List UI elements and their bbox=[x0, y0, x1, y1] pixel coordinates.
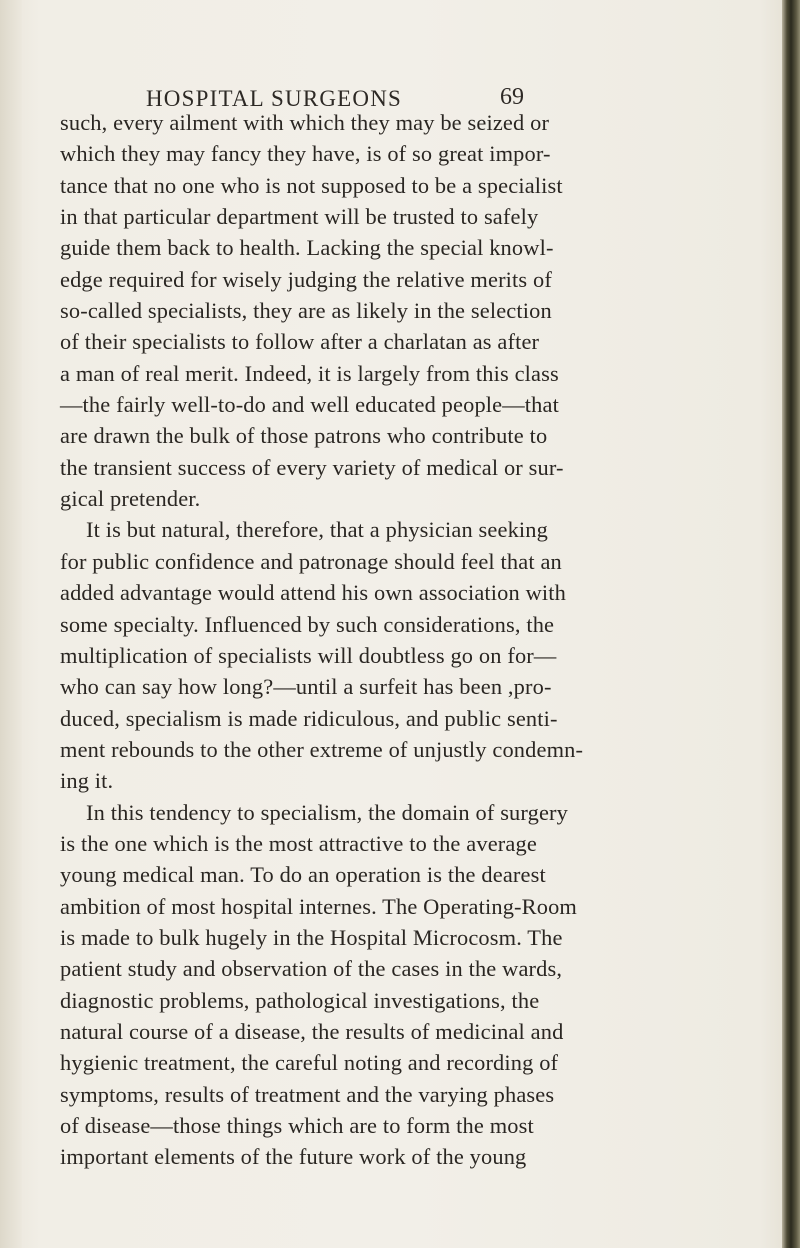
text-line: of disease—those things which are to form the most bbox=[60, 1113, 534, 1138]
text-line: in that particular department will be trusted to safely bbox=[60, 204, 539, 230]
text-line: some specialty. Influenced by such considerations, the bbox=[60, 611, 555, 637]
body-text bbox=[60, 107, 780, 1173]
text-line: It is but natural, therefore, that a physician seeking bbox=[86, 517, 548, 543]
text-line: natural course of a disease, the results of medicinal and bbox=[60, 1018, 564, 1044]
text-line: young medical man. To do an operation is the dearest bbox=[60, 862, 546, 888]
text-line: gical pretender. bbox=[60, 486, 201, 512]
text-line: patient study and observation of the cases in the wards, bbox=[60, 956, 563, 982]
text-line: is made to bulk hugely in the Hospital Microcosm. The bbox=[60, 924, 563, 950]
text-line: hygienic treatment, the careful noting and recording of bbox=[60, 1050, 559, 1076]
page-number: 69 bbox=[500, 84, 524, 110]
text-line: the transient success of every variety of medical or sur- bbox=[60, 454, 564, 480]
text-line: multiplication of specialists will doubtless go on for— bbox=[60, 642, 557, 668]
text-line: for public confidence and patronage should feel that an bbox=[60, 548, 562, 574]
text-line: added advantage would attend his own association with bbox=[60, 580, 567, 606]
gutter-shadow bbox=[0, 0, 22, 1248]
text-line: edge required for wisely judging the relative merits of bbox=[60, 266, 552, 292]
text-line: which they may fancy they have, is of so great impor- bbox=[60, 141, 551, 167]
text-line: of their specialists to follow after a charlatan as after bbox=[60, 329, 540, 355]
text-line: diagnostic problems, pathological investigations, the bbox=[60, 987, 540, 1013]
text-line: a man of real merit. Indeed, it is largely from this class bbox=[60, 360, 559, 386]
text-line: symptoms, results of treatment and the varying phases bbox=[60, 1081, 555, 1107]
running-title: HOSPITAL SURGEONS bbox=[146, 86, 403, 111]
text-line: In this tendency to specialism, the domain of surgery bbox=[86, 799, 568, 825]
text-line: are drawn the bulk of those patrons who contribute to bbox=[60, 423, 548, 449]
text-line: —the fairly well-to-do and well educated people—that bbox=[60, 392, 559, 418]
text-line: ing it. bbox=[60, 768, 114, 794]
text-line: tance that no one who is not supposed to be a specialist bbox=[60, 172, 563, 198]
text-line: who can say how long?—until a surfeit has been ,pro- bbox=[60, 674, 552, 700]
text-line: important elements of the future work of the young bbox=[60, 1144, 527, 1170]
text-line: ment rebounds to the other extreme of unjustly condemn- bbox=[60, 736, 584, 762]
page-edge bbox=[782, 0, 800, 1248]
text-line: ambition of most hospital internes. The Operating-Room bbox=[60, 893, 577, 919]
text-line: guide them back to health. Lacking the special knowl- bbox=[60, 235, 554, 261]
text-line: is the one which is the most attractive to the average bbox=[60, 830, 537, 856]
text-line: duced, specialism is made ridiculous, and public senti- bbox=[60, 705, 558, 731]
text-line: such, every ailment with which they may be seized or bbox=[60, 110, 550, 135]
text-line: so-called specialists, they are as likely in the selection bbox=[60, 298, 552, 324]
